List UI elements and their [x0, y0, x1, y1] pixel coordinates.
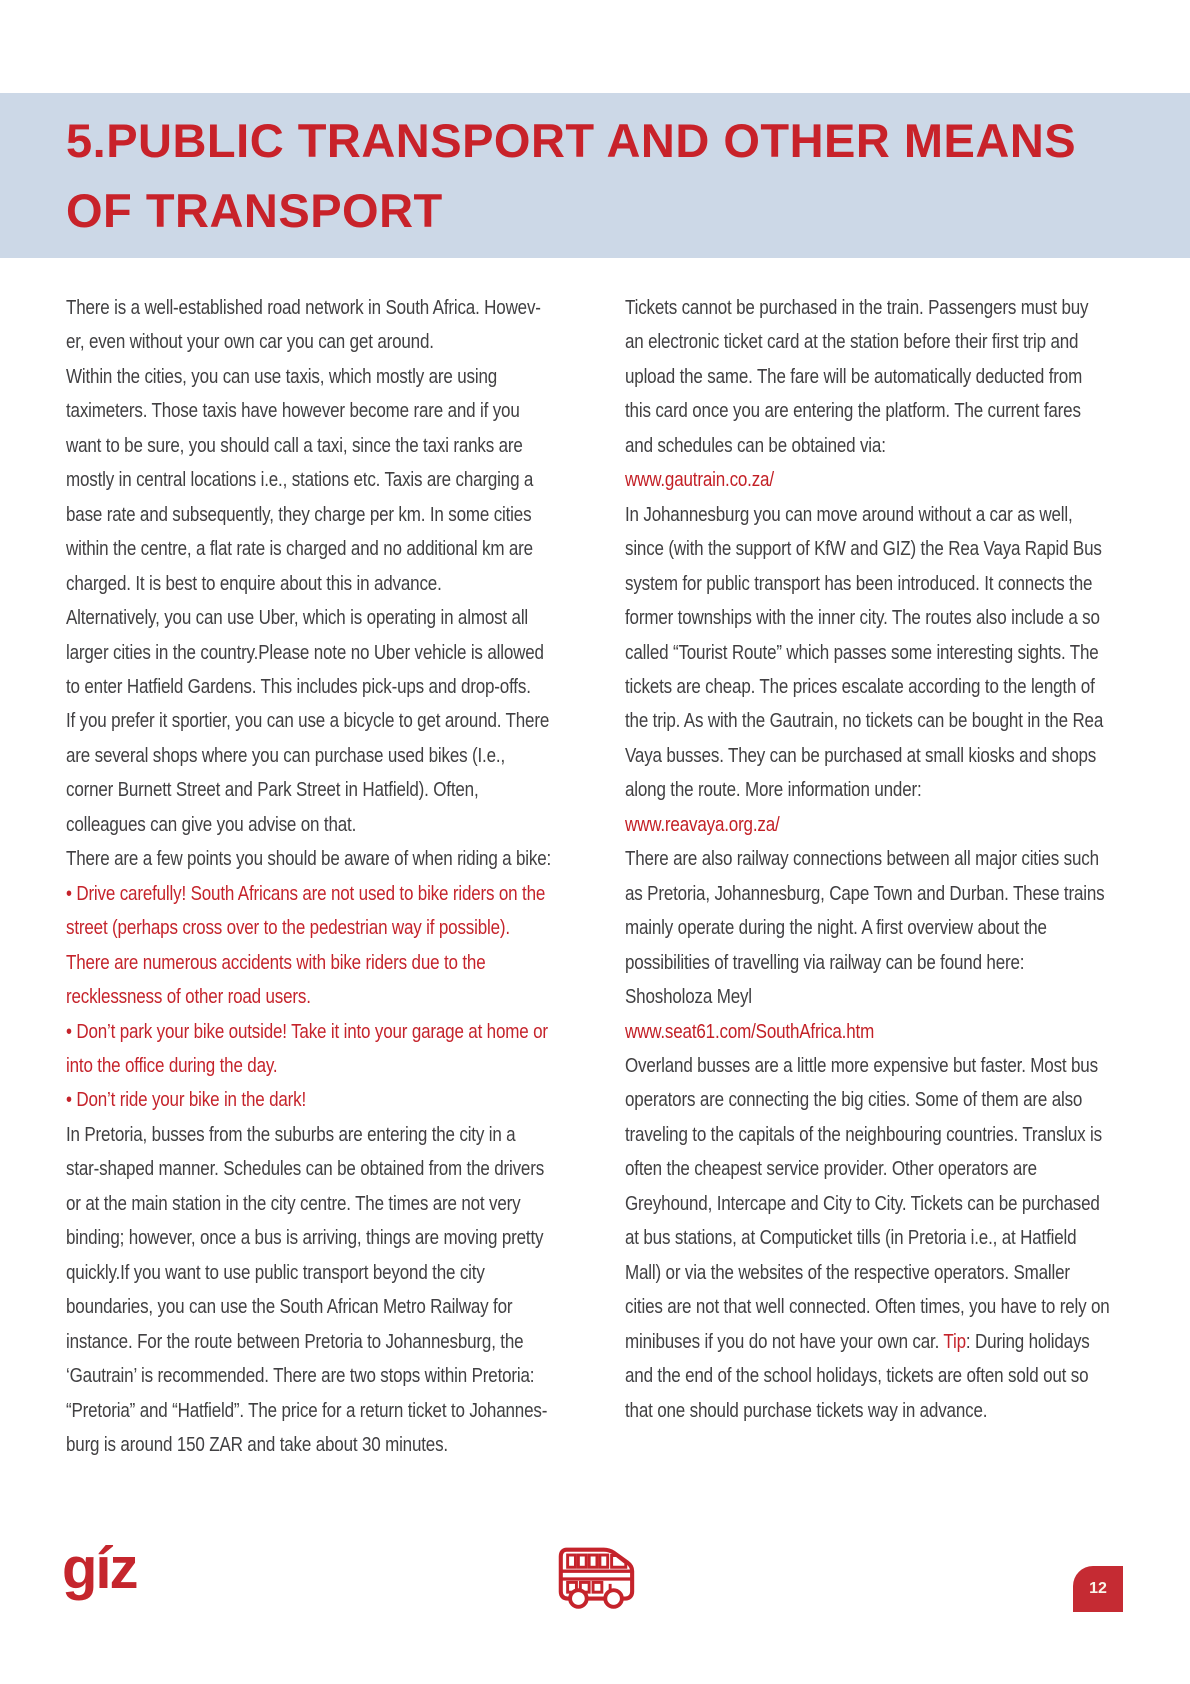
text-line — [625, 1290, 1110, 1324]
text-segment: called “Tourist Route” which passes some interesting sights. The — [625, 641, 1099, 664]
text-segment: along the route. More information under: — [625, 779, 922, 802]
page-number: 12 — [1089, 1580, 1107, 1597]
text-line — [66, 808, 551, 842]
text-segment: mostly in central locations i.e., stations etc. Taxis are charging a — [66, 469, 534, 492]
text-segment: There are numerous accidents with bike riders due to the — [66, 951, 486, 974]
text-line — [66, 567, 551, 601]
body-column-left — [66, 291, 551, 1462]
text-segment: In Pretoria, busses from the suburbs are entering the city in a — [66, 1123, 516, 1146]
text-line — [625, 877, 1110, 911]
text-segment: quickly.If you want to use public transport beyond the city — [66, 1261, 485, 1284]
text-segment: to enter Hatfield Gardens. This includes pick-ups and drop-offs. — [66, 675, 531, 698]
text-segment: at bus stations, at Computicket tills (in Pretoria i.e., at Hatfield — [625, 1227, 1077, 1250]
text-segment: often the cheapest service provider. Other operators are — [625, 1158, 1037, 1181]
text-line — [625, 360, 1110, 394]
text-line — [66, 1394, 551, 1428]
text-segment: cities are not that well connected. Often times, you have to rely on — [625, 1296, 1110, 1319]
text-line — [66, 463, 551, 497]
text-line — [625, 1152, 1110, 1186]
text-line — [66, 911, 551, 945]
text-line — [66, 291, 551, 325]
text-segment: • Don’t park your bike outside! Take it into your garage at home or — [66, 1020, 548, 1043]
text-segment: former townships with the inner city. The routes also include a so — [625, 607, 1100, 630]
page-number-badge — [1073, 1566, 1123, 1612]
text-line — [625, 1325, 1110, 1359]
text-segment: burg is around 150 ZAR and take about 30 minutes. — [66, 1433, 448, 1456]
text-segment: an electronic ticket card at the station before their first trip and — [625, 331, 1079, 354]
text-segment: If you prefer it sportier, you can use a bicycle to get around. There — [66, 710, 550, 733]
text-line — [66, 360, 551, 394]
text-segment: upload the same. The fare will be automatically deducted from — [625, 365, 1083, 388]
text-line — [66, 980, 551, 1014]
text-segment: binding; however, once a bus is arriving, things are moving pretty — [66, 1227, 544, 1250]
text-segment: corner Burnett Street and Park Street in Hatfield). Often, — [66, 779, 479, 802]
text-segment: want to be sure, you should call a taxi, since the taxi ranks are — [66, 434, 523, 457]
text-segment: recklessness of other road users. — [66, 986, 311, 1009]
text-line — [625, 394, 1110, 428]
text-segment: ‘Gautrain’ is recommended. There are two stops within Pretoria: — [66, 1365, 535, 1388]
text-segment: the trip. As with the Gautrain, no tickets can be bought in the Rea — [625, 710, 1104, 733]
text-line — [66, 1428, 551, 1462]
text-line — [625, 1394, 1110, 1428]
text-segment: There are also railway connections between all major cities such — [625, 848, 1099, 871]
text-segment: instance. For the route between Pretoria to Johannesburg, the — [66, 1330, 524, 1353]
text-line — [625, 1359, 1110, 1393]
text-segment: : During holidays — [965, 1330, 1090, 1353]
text-line — [66, 773, 551, 807]
text-segment: this card once you are entering the platform. The current fares — [625, 400, 1081, 423]
text-line — [625, 980, 1110, 1014]
text-segment: “Pretoria” and “Hatfield”. The price for a return ticket to Johannes- — [66, 1399, 548, 1422]
text-segment: Within the cities, you can use taxis, which mostly are using — [66, 365, 498, 388]
text-line — [66, 325, 551, 359]
chapter-title-line2: OF TRANSPORT — [66, 184, 443, 237]
double-decker-bus-icon — [552, 1544, 638, 1612]
text-line — [66, 1325, 551, 1359]
text-line — [625, 1049, 1110, 1083]
text-segment: and schedules can be obtained via: — [625, 434, 886, 457]
text-segment: operators are connecting the big cities. Some of them are also — [625, 1089, 1083, 1112]
text-segment: Greyhound, Intercape and City to City. Tickets can be purchased — [625, 1192, 1100, 1215]
text-line — [625, 670, 1110, 704]
text-segment: Tickets cannot be purchased in the train. Passengers must buy — [625, 297, 1089, 319]
text-line — [625, 1083, 1110, 1117]
text-segment: Tip — [943, 1330, 966, 1353]
text-segment: taximeters. Those taxis have however become rare and if you — [66, 400, 520, 423]
text-line — [66, 1359, 551, 1393]
text-segment: street (perhaps cross over to the pedestrian way if possible). — [66, 917, 510, 940]
text-segment: or at the main station in the city centre. The times are not very — [66, 1192, 521, 1215]
text-line — [625, 1221, 1110, 1255]
text-segment: Overland busses are a little more expensive but faster. Most bus — [625, 1054, 1098, 1077]
text-line — [625, 601, 1110, 635]
text-segment: base rate and subsequently, they charge per km. In some cities — [66, 503, 532, 526]
text-line — [625, 325, 1110, 359]
text-line — [66, 739, 551, 773]
text-segment: system for public transport has been introduced. It connects the — [625, 572, 1093, 595]
text-segment: traveling to the capitals of the neighbouring countries. Translux is — [625, 1123, 1103, 1146]
text-line — [66, 704, 551, 738]
text-segment: into the office during the day. — [66, 1054, 278, 1077]
text-line — [66, 498, 551, 532]
text-line — [625, 291, 1110, 325]
text-line — [66, 636, 551, 670]
text-line — [625, 567, 1110, 601]
text-line — [66, 532, 551, 566]
text-segment: boundaries, you can use the South African Metro Railway for — [66, 1296, 513, 1319]
giz-logo: gíz — [62, 1536, 137, 1601]
text-line — [625, 739, 1110, 773]
text-segment: are several shops where you can purchase used bikes (I.e., — [66, 744, 505, 767]
text-line — [625, 1015, 1110, 1049]
text-segment: larger cities in the country.Please note no Uber vehicle is allowed — [66, 641, 544, 664]
text-line — [625, 704, 1110, 738]
text-line — [66, 1187, 551, 1221]
text-line — [66, 1015, 551, 1049]
link[interactable]: www.reavaya.org.za/ — [625, 813, 780, 836]
text-segment: that one should purchase tickets way in advance. — [625, 1399, 988, 1422]
text-segment: In Johannesburg you can move around without a car as well, — [625, 503, 1073, 526]
text-line — [625, 773, 1110, 807]
text-line — [625, 842, 1110, 876]
text-segment: tickets are cheap. The prices escalate according to the length of — [625, 675, 1095, 698]
text-segment: • Drive carefully! South Africans are not used to bike riders on the — [66, 882, 546, 905]
text-line — [625, 1118, 1110, 1152]
text-segment: colleagues can give you advise on that. — [66, 813, 357, 836]
text-line — [66, 877, 551, 911]
text-segment: There is a well-established road network in South Africa. Howev- — [66, 297, 541, 319]
text-line — [66, 1118, 551, 1152]
text-segment: as Pretoria, Johannesburg, Cape Town and Durban. These trains — [625, 882, 1105, 905]
text-line — [66, 1256, 551, 1290]
link[interactable]: www.seat61.com/SouthAfrica.htm — [625, 1020, 875, 1043]
text-line — [66, 429, 551, 463]
text-segment: Vaya busses. They can be purchased at small kiosks and shops — [625, 744, 1097, 767]
chapter-title — [66, 106, 1076, 246]
text-line — [625, 911, 1110, 945]
text-line — [625, 429, 1110, 463]
text-line — [66, 601, 551, 635]
text-line — [66, 1221, 551, 1255]
text-segment: Shosholoza Meyl — [625, 986, 752, 1009]
text-segment: star-shaped manner. Schedules can be obtained from the drivers — [66, 1158, 545, 1181]
text-segment: possibilities of travelling via railway can be found here: — [625, 951, 1025, 974]
text-line — [625, 532, 1110, 566]
text-line — [625, 1187, 1110, 1221]
text-segment: charged. It is best to enquire about this in advance. — [66, 572, 442, 595]
text-line — [625, 463, 1110, 497]
text-line — [66, 1152, 551, 1186]
chapter-title-line1: 5.PUBLIC TRANSPORT AND OTHER MEANS — [66, 114, 1077, 167]
text-segment: mainly operate during the night. A first overview about the — [625, 917, 1047, 940]
text-line — [66, 842, 551, 876]
text-line — [66, 670, 551, 704]
text-segment: minibuses if you do not have your own car. — [625, 1330, 944, 1353]
text-segment: Mall) or via the websites of the respective operators. Smaller — [625, 1261, 1070, 1284]
text-line — [625, 1256, 1110, 1290]
text-line — [625, 498, 1110, 532]
text-segment: er, even without your own car you can get around. — [66, 331, 434, 354]
text-segment: since (with the support of KfW and GIZ) the Rea Vaya Rapid Bus — [625, 538, 1102, 561]
link[interactable]: www.gautrain.co.za/ — [625, 469, 774, 492]
body-column-right — [625, 291, 1110, 1428]
text-line — [625, 808, 1110, 842]
text-segment: Alternatively, you can use Uber, which is operating in almost all — [66, 607, 529, 630]
text-line — [66, 946, 551, 980]
text-line — [66, 394, 551, 428]
text-line — [66, 1083, 551, 1117]
text-segment: within the centre, a flat rate is charged and no additional km are — [66, 538, 533, 561]
text-segment: • Don’t ride your bike in the dark! — [66, 1089, 307, 1112]
text-line — [625, 636, 1110, 670]
text-segment: and the end of the school holidays, tickets are often sold out so — [625, 1365, 1089, 1388]
text-line — [66, 1290, 551, 1324]
text-line — [66, 1049, 551, 1083]
text-line — [625, 946, 1110, 980]
text-segment: There are a few points you should be aware of when riding a bike: — [66, 848, 552, 871]
